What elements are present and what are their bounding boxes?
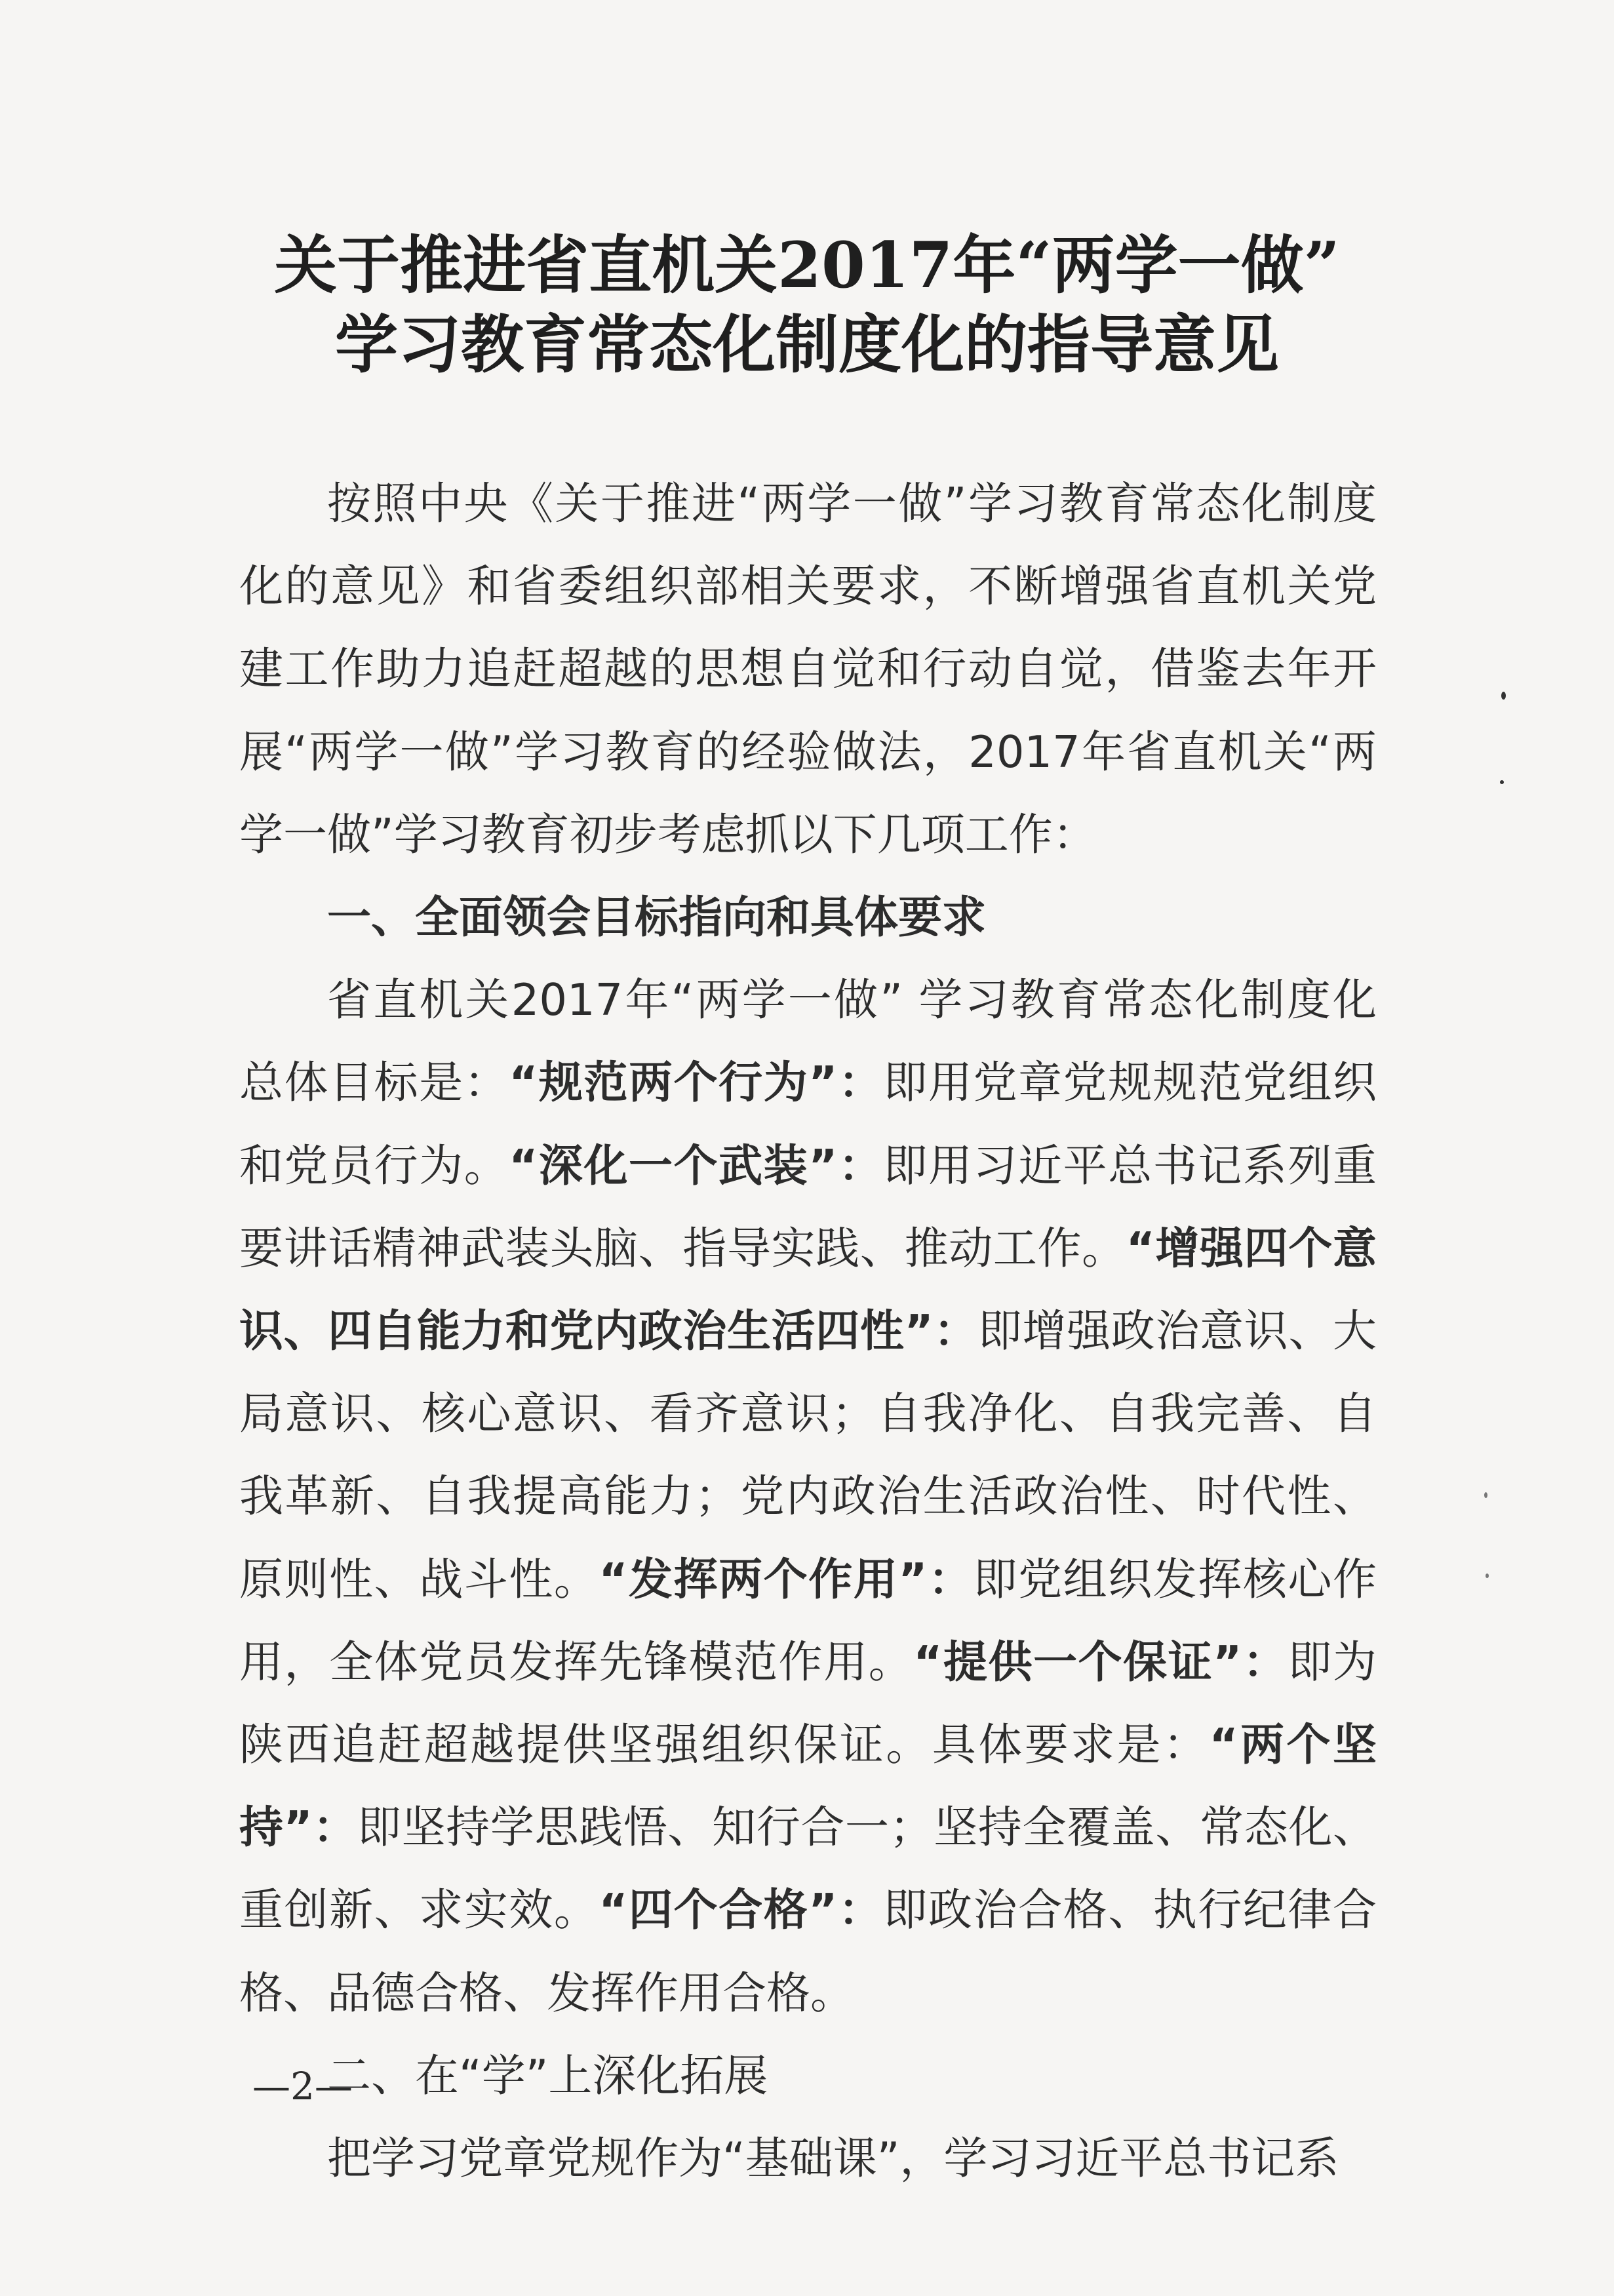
document-title-line-2: 学习教育常态化制度化的指导意见 [335,307,1279,382]
key-term: “提供一个保证”： [913,1636,1288,1688]
key-term: “深化一个武装”： [509,1139,884,1191]
section-1-text: 即政治合格、执行纪律合格、品德合格、发挥作用合格。 [239,1884,1377,2019]
section-1-text: 即坚持学思践悟、知行合一；坚持全覆盖、常态化、重创新、求实效。 [239,1802,1377,1936]
scan-speck [1500,780,1504,784]
document-body [239,462,1377,2200]
key-term: “两个坚持”： [239,1719,1377,1853]
scan-speck [1501,692,1506,700]
scan-speck [1484,1492,1487,1498]
section-1-text: 即党组织发挥核心作用，全体党员发挥先锋模范作用。 [239,1553,1377,1688]
section-1-text: 即用党章党规规范党组织和党员行为。 [239,1057,1377,1191]
key-term: “规范两个行为”： [509,1057,884,1109]
section-1-heading: 一、全面领会目标指向和具体要求 [327,892,986,943]
key-term: “四个合格”： [599,1884,884,1936]
page-number: —2— [252,2064,353,2108]
document-title-line-1: 关于推进省直机关2017年“两学一做” [274,228,1340,302]
intro-paragraph: 按照中央《关于推进“两学一做”学习教育常态化制度化的意见》和省委组织部相关要求，不断增强省直机关党建工作助力追赶超越的思想自觉和行动自觉，借鉴去年开展“两学一做”学习教育的经验做法，2017年省直机关“两学一做”学习教育初步考虑抓以下几项工作： [239,478,1377,860]
section-1-paragraph [239,959,1377,2034]
key-term: “增强四个意识、四自能力和党内政治生活四性”： [239,1222,1377,1357]
scan-speck [1486,1574,1489,1578]
section-1-text: 即用习近平总书记系列重要讲话精神武装头脑、指导实践、推动工作。 [239,1139,1377,1274]
section-2-paragraph: 把学习党章党规作为“基础课”，学习习近平总书记系 [327,2133,1339,2185]
section-1-text: 省直机关2017年“两学一做” 学习教育常态化制度化总体目标是： [239,974,1377,1109]
section-1-text: 即增强政治意识、大局意识、核心意识、看齐意识；自我净化、自我完善、自我革新、自我提高能力；党内政治生活政治性、时代性、原则性、战斗性。 [239,1305,1377,1605]
section-2-heading: 二、在“学”上深化拓展 [327,2049,768,2101]
section-1-text: 即为陕西追赶超越提供坚强组织保证。具体要求是： [239,1636,1377,1771]
key-term: “发挥两个作用”： [599,1553,974,1605]
